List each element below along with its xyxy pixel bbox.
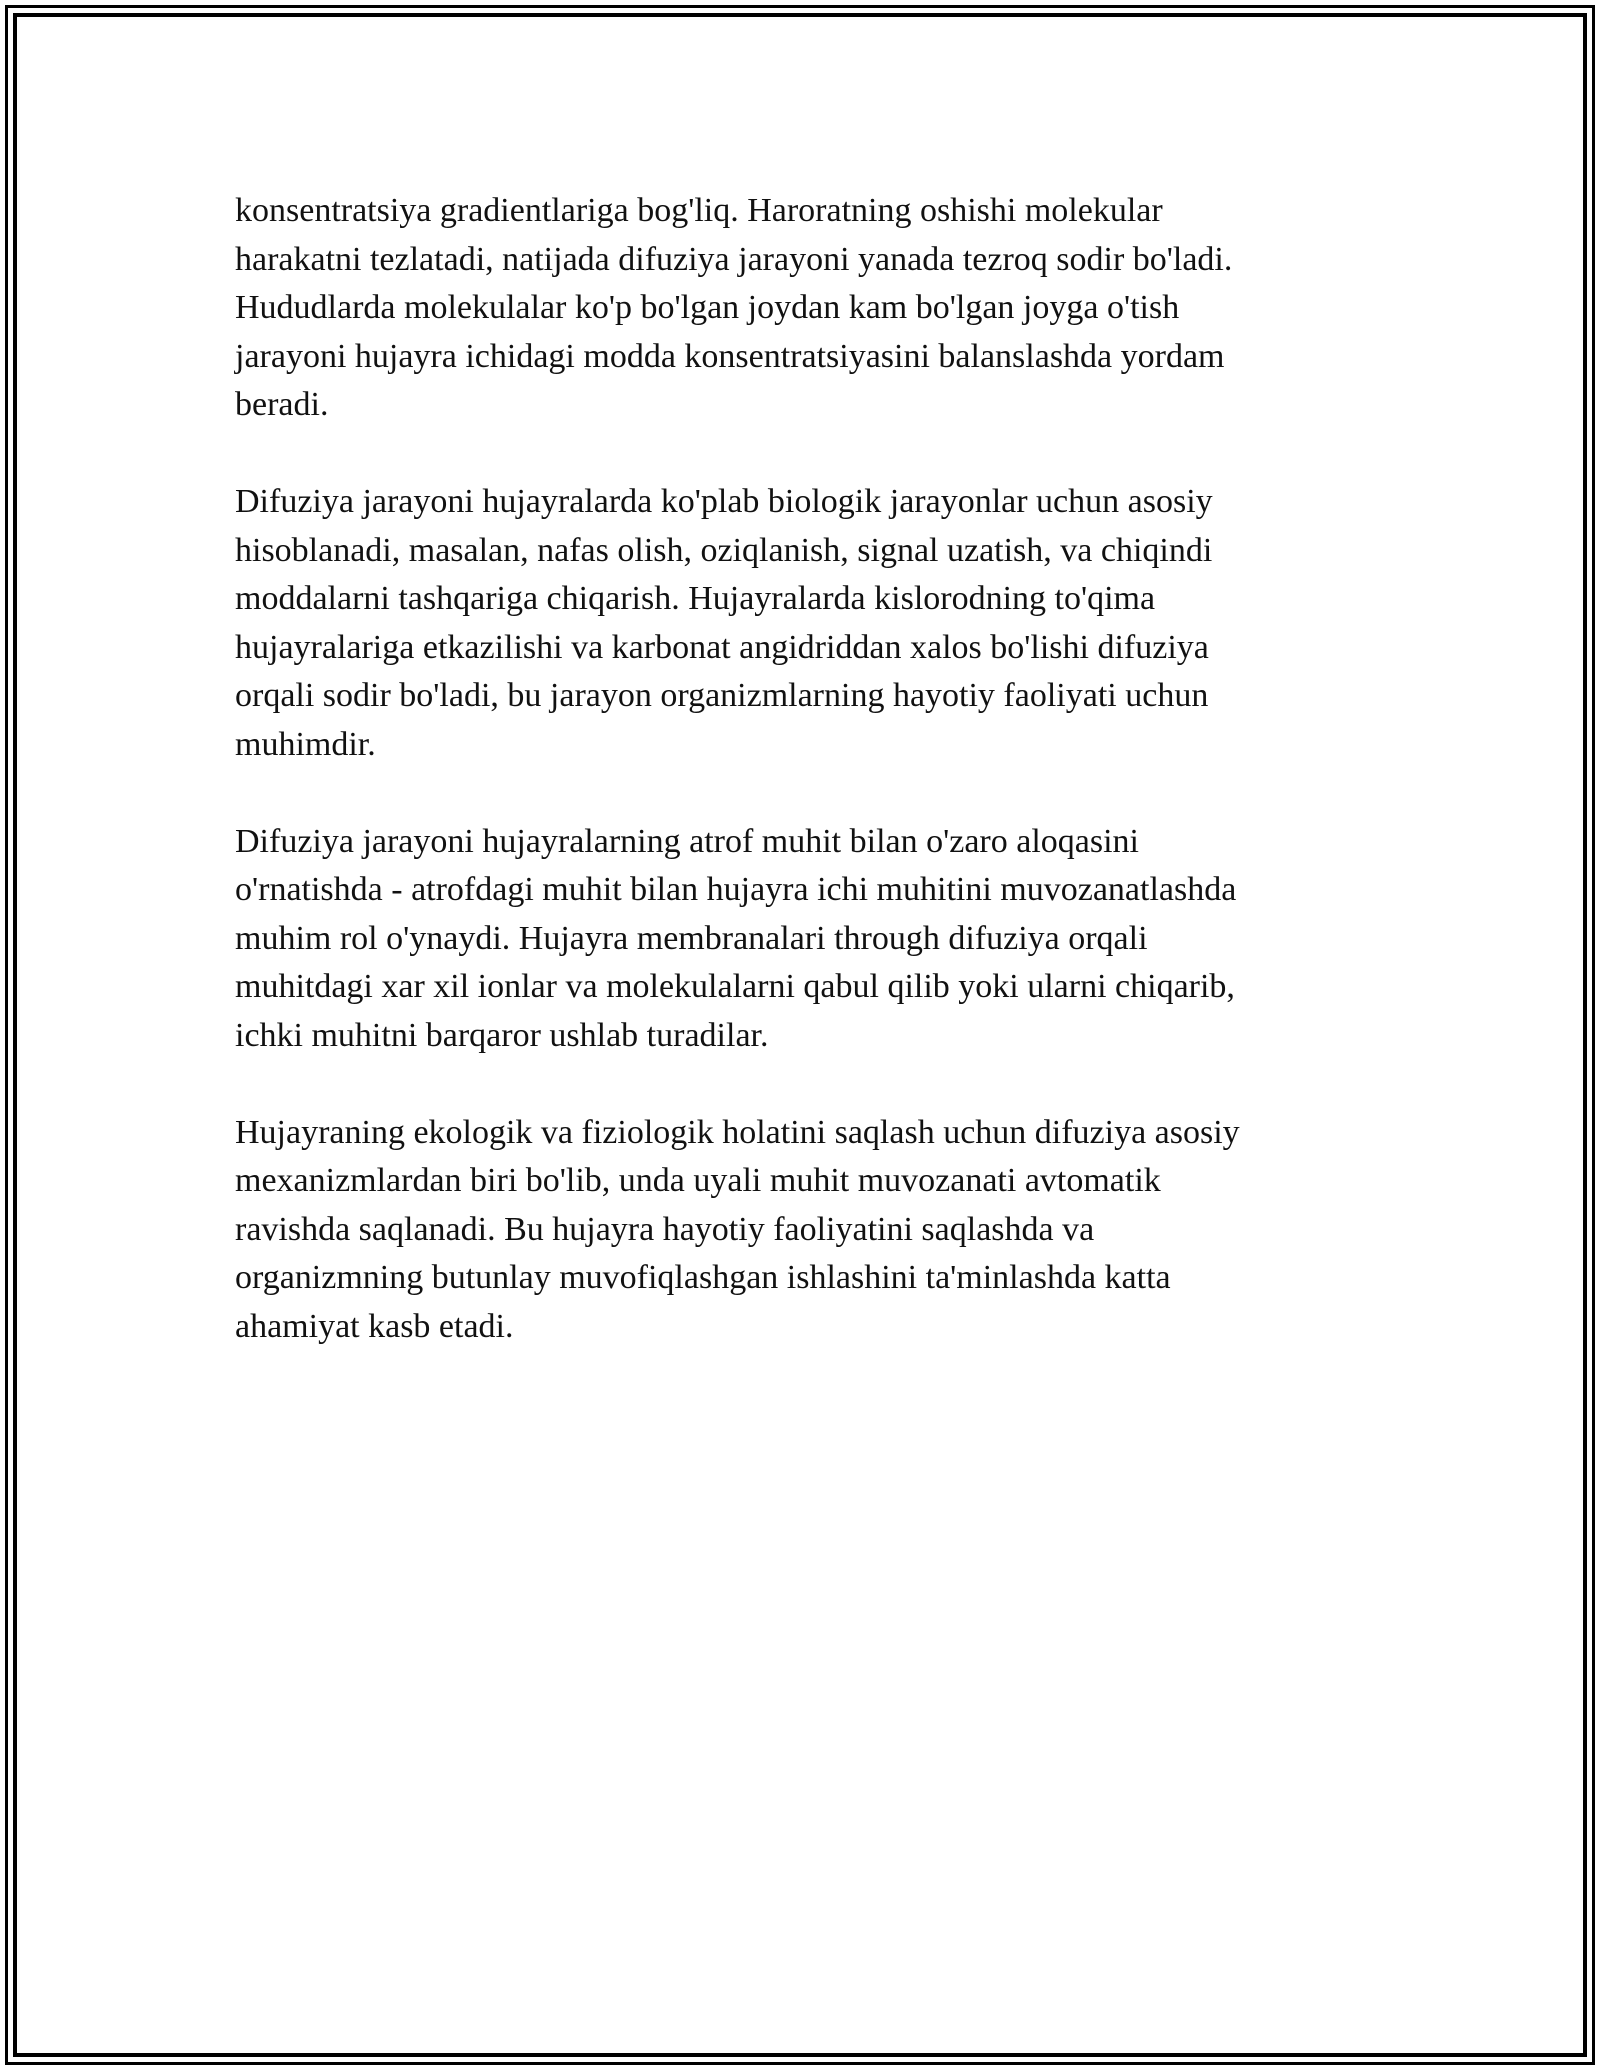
document-body (235, 187, 1355, 1400)
paragraph-4: Hujayraning ekologik va fiziologik holatini saqlash uchun difuziya asosiy mexanizmlardan biri bo'lib, unda uyali muhit muvozanati avtomatik ravishda saqlanadi. Bu hujayra hayotiy faoliyatini saqlashda va organizmning butunlay muvofiqlashgan ishlashini ta'minlashda katta ahamiyat kasb etadi. (235, 1113, 1240, 1345)
paragraph-2: Difuziya jarayoni hujayralarda ko'plab biologik jarayonlar uchun asosiy hisoblanadi, masalan, nafas olish, oziqlanish, signal uzatish, va chiqindi moddalarni tashqariga chiqarish. Hujayralarda kislorodning to'qima hujayralariga etkazilishi va karbonat angidriddan xalos bo'lishi difuziya orqali sodir bo'ladi, bu jarayon organizmlarning hayotiy faoliyati uchun muhimdir. (235, 483, 1213, 763)
paragraph-3: Difuziya jarayoni hujayralarning atrof muhit bilan o'zaro aloqasini o'rnatishda - atrofdagi muhit bilan hujayra ichi muhitini muvozanatlashda muhim rol o'ynaydi. Hujayra membranalari through difuziya orqali muhitdagi xar xil ionlar va molekulalarni qabul qilib yoki ularni chiqarib, ichki muhitni barqaror ushlab turadilar. (235, 822, 1237, 1054)
paragraph-1: konsentratsiya gradientlariga bog'liq. Haroratning oshishi molekular harakatni tezlatadi, natijada difuziya jarayoni yanada tezroq sodir bo'ladi. Hududlarda molekulalar ko'p bo'lgan joydan kam bo'lgan joyga o'tish jarayoni hujayra ichidagi modda konsentratsiyasini balanslashda yordam beradi. (235, 192, 1233, 423)
